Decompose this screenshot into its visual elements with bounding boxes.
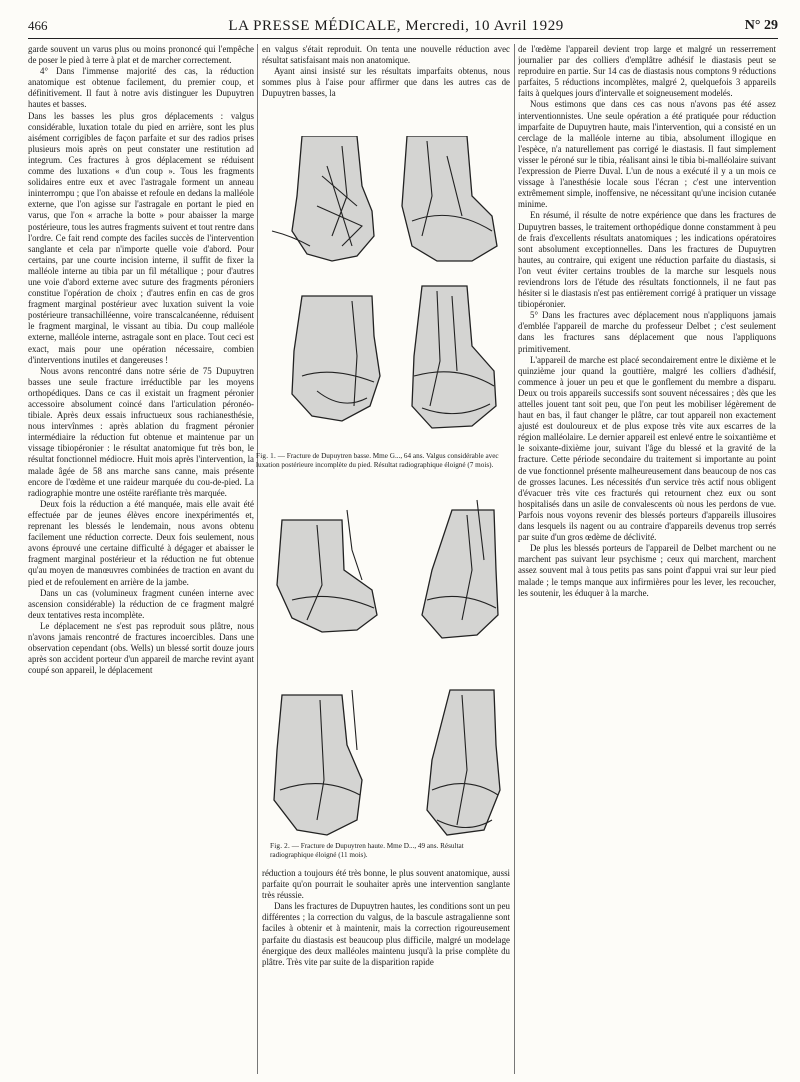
paragraph: De plus les blessés porteurs de l'appareil de Delbet marchent ou ne marchent pas suivant leur psychisme ; ceux qui marchent, marchent assez souvent mal à tous petits pas sans point d'appui vrai sur leur pied malade ; le temps manque aux infirmières pour les lever, les recoucher, les soutenir, les éduquer à la marche.: [518, 543, 776, 598]
figure-1: [256, 136, 510, 486]
journal-name: LA PRESSE MÉDICALE,: [228, 17, 402, 34]
paragraph: de l'œdème l'appareil devient trop large et malgré un resserrement journalier par des colliers d'emplâtre adhésif le diastasis peut se reproduire en partie. Sur 14 cas de diastasis nous comptons 9 réductions parfaites, 5 réductions incomplètes, malgré 2, quelquefois 3 appareils faits à quelques jours d'intervalle et soigneusement modelés.: [518, 44, 776, 99]
paragraph: réduction a toujours été très bonne, le plus souvent anatomique, aussi parfaite qu'on pourrait le souhaiter après une intervention sanglante très réussie.: [262, 868, 510, 901]
journal-title: [228, 18, 564, 35]
paragraph: 5° Dans les fractures avec déplacement nous n'appliquons jamais d'emblée l'appareil de marche du professeur Delbet ; c'est seulement dans les fractures sans déplacement que nous l'appliquons primitivement.: [518, 310, 776, 354]
figure-2-caption-text: — Fracture de Dupuytren haute. Mme D..., 49 ans. Résultat radiographique éloigné (11 mois).: [270, 842, 464, 859]
issue-date: Mercredi, 10 Avril 1929: [405, 17, 564, 34]
figure-2-label: Fig. 2.: [270, 842, 290, 850]
fig1-healed-lateral-view: [412, 286, 496, 428]
page-header: [28, 14, 778, 39]
paragraph: Ayant ainsi insisté sur les résultats imparfaits obtenus, nous sommes plus à l'aise pour affirmer que dans les autres cas de Dupuytren basses, la: [262, 66, 510, 99]
paragraph: L'appareil de marche est placé secondairement entre le dixième et le quinzième jour quand la gouttière, malgré les colliers d'adhésif, commence à jouer un peu et que le gonflement du membre a disparu. Deux ou trois appareils successifs sont souvent nécessaires ; dès que les attelles jouent tant soit peu, que l'on peut les mobiliser légèrement de haut en bas, il faut changer le plâtre, car tout appareil non exactement ajusté est douloureux et de plus expose très vite aux escarres de la région malléolaire. Le dernier appareil est enlevé entre le soixantième et le soixante-dixième jour, suivant l'âge du blessé et la gravité de la fracture. Cette période secondaire du traitement si importante au point de vue fonctionnel présente malheureusement dans beaucoup de nos cas de grosses lacunes. Les nécessités d'un service très actif nous obligent d'évacuer très vite ces fracturés qui retournent chez eux ou sont hospitalisés dans un asile de convalescents où nous les perdons de vue. Parfois nous voyons revenir des blessés porteurs d'appareils illusoires dans lesquels ils nagent ou au contraire d'appareils devenus trop serrés par suite d'un gros œdème de déclivité.: [518, 354, 776, 543]
paragraph: en valgus s'était reproduit. On tenta une nouvelle réduction avec résultat satisfaisant mais non anatomique.: [262, 44, 510, 66]
fig2-ankle-ap-view: [277, 510, 377, 632]
paragraph: Deux fois la réduction a été manquée, mais elle avait été effectuée par de jeunes élèves encore inexpérimentés et, reprenant les blessés le lendemain, nous avons obtenu facilement une réduction correcte. Deux fois seulement, nous avons éprouvé une certaine difficulté à dégager et abaisser le fragment marginal postérieur et la réduction ne fut obtenue qu'au moyen de manœuvres combinées de traction en avant du pied et de refoulement en arrière de la jambe.: [28, 498, 254, 587]
figure-1-caption-text: — Fracture de Dupuytren basse. Mme G..., 64 ans. Valgus considérable avec luxation postérieure incomplète du pied. Résultat radiographique éloigné (7 mois).: [256, 452, 499, 469]
issue-number: N° 29: [744, 18, 778, 33]
figure-2: [262, 490, 510, 865]
column-2-bottom: [262, 868, 510, 1074]
figure-2-caption: [270, 842, 502, 859]
page-number: 466: [28, 18, 48, 33]
column-rule-1: [257, 44, 258, 1074]
fig2-ankle-lateral-view: [422, 500, 498, 638]
column-2-top: [262, 44, 510, 134]
paragraph: Dans les fractures de Dupuytren hautes, les conditions sont un peu différentes ; la correction du valgus, de la bascule astragalienne sont faciles à obtenir et à maintenir, mais la correction rigoureusement parfaite du diastasis est beaucoup plus difficile, malgré un modelage énergique des deux malléoles maintenu jusqu'à la prise complète du plâtre. Très vite par suite de la disparition rapide: [262, 901, 510, 967]
column-3: [518, 44, 776, 1074]
paragraph: Nous estimons que dans ces cas nous n'avons pas été assez interventionnistes. Une seule opération a été pratiquée pour réduction imparfaite de Dupuytren haute, mais l'intervention, qui a consisté en un cerclage de la malléole interne au tibia, absolument illogique en l'espèce, n'a naturellement pas corrigé le diastasis. Il faut simplement visser le péroné sur le tibia, réalisant ainsi le tibia bi-malléolaire suivant l'expression de Pierre Duval. L'un de nous a exécuté il y a un mois ce vissage à l'anesthésie locale sous l'écran ; c'est une intervention extrêmement simple, inoffensive, ne nécessitant qu'une incision cutanée minime.: [518, 99, 776, 210]
figure-1-label: Fig. 1.: [256, 452, 276, 460]
paragraph: Le déplacement ne s'est pas reproduit sous plâtre, nous n'avons jamais rencontré de fractures incoercibles. Dans une observation cependant (obs. Wells) un blessé sortit douze jours après son accident porteur d'un appareil de marche revint ayant coupé son appareil, le déplacement: [28, 620, 254, 676]
fig1-ankle-ap-view: [272, 136, 374, 261]
figure-1-radiograph-drawings: [262, 136, 510, 486]
paragraph: Dans les basses les plus gros déplacements : valgus considérable, luxation totale du pied en arrière, sont les plus aisément corrigibles de façon parfaite et sur des radios prises plusieurs mois après on peut constater une restitution ad integrum. Ces fractures à gros déplacement se réduisent comme des luxations « d'un coup ». Tous les fragments solidaires entre eux et avec l'astragale forment un anneau ininterrompu ; que l'on abaisse et refoule en dedans la malléole externe, que l'on agisse sur l'astragale en portant le pied en varus, que l'on « arrache la botte » pour abaisser la marge postérieure, tous les autres fragments suivent et tout rentre dans l'ordre. Ce fait rend compte des faciles succès de l'intervention sanglante et cela par n'importe quelle voie d'abord. Pour certains, par une courte incision interne, il suffit de fixer la malléole interne au tibia par un fil métallique ; pour d'autres une voie d'abord externe avec suture des fragments péroniers constitue l'opération de choix ; d'autres enfin en cas de gros fragment marginal postérieur avec luxation suivent la voie postérieure transachilléenne, voire transcalcanéenne, réduisent le fragment marginal, le vissant au tibia. Du coup malléole externe, malléole interne, astragale sont en place. Tout ceci est exact, mais pour une opération nécessaire, combien d'interventions inutiles et dangereuses !: [28, 110, 254, 365]
figure-2-radiograph-drawings: [262, 490, 510, 865]
fig2-healed-ap-view: [274, 690, 362, 835]
column-rule-2: [514, 44, 515, 1074]
fig1-ankle-lateral-view: [402, 136, 497, 261]
fig1-healed-ap-view: [292, 296, 380, 421]
paragraph: En résumé, il résulte de notre expérience que dans les fractures de Dupuytren basses, le traitement orthopédique donne constamment à peu de frais d'excellents résultats anatomiques ; les indications opératoires sont absolument exceptionnelles. Dans les fractures de Dupuytren hautes, au contraire, qui exigent une réduction parfaite du diastasis, si l'on veut éviter certains troubles de la marche sur lesquels nous reviendrons lors de l'étude des résultats fonctionnels, il ne faut pas hésiter si le diastasis n'est pas entièrement corrigé à pratiquer un vissage tibiopéronier.: [518, 210, 776, 310]
paragraph: Dans un cas (volumineux fragment cunéen interne avec ascension considérable) la réduction de ce fragment malgré deux tentatives resta incomplète.: [28, 587, 254, 620]
figure-1-caption: [256, 452, 508, 469]
paragraph: 4° Dans l'immense majorité des cas, la réduction anatomique est obtenue facilement, du premier coup, et définitivement. Il faut à notre avis distinguer les Dupuytren hautes et basses.: [28, 66, 254, 110]
column-1: [28, 44, 254, 1074]
paragraph: garde souvent un varus plus ou moins prononcé qui l'empêche de poser le pied à terre à plat et de marcher correctement.: [28, 44, 254, 66]
fig2-healed-lateral-view: [427, 690, 500, 835]
paragraph: Nous avons rencontré dans notre série de 75 Dupuytren basses une seule fracture irréductible par les moyens orthopédiques. Dans ce cas il existait un fragment péronier accessoire absolument coincé dans l'articulation péronéo-tibiale. Après deux essais infructueux sous rachianesthésie, nous intervînmes : après ablation du fragment péronier intermédiaire la réduction fut obtenue et maintenue par un vissage tibiopéronier : le résultat anatomique fut très bon, le résultat fonctionnel médiocre. Huit mois après l'intervention, la malade âgée de 58 ans marche sans canne, mais présente encore de l'œdème et une raideur marquée du cou-de-pied. La radiographie montre une ostéite raréfiante très marquée.: [28, 365, 254, 498]
